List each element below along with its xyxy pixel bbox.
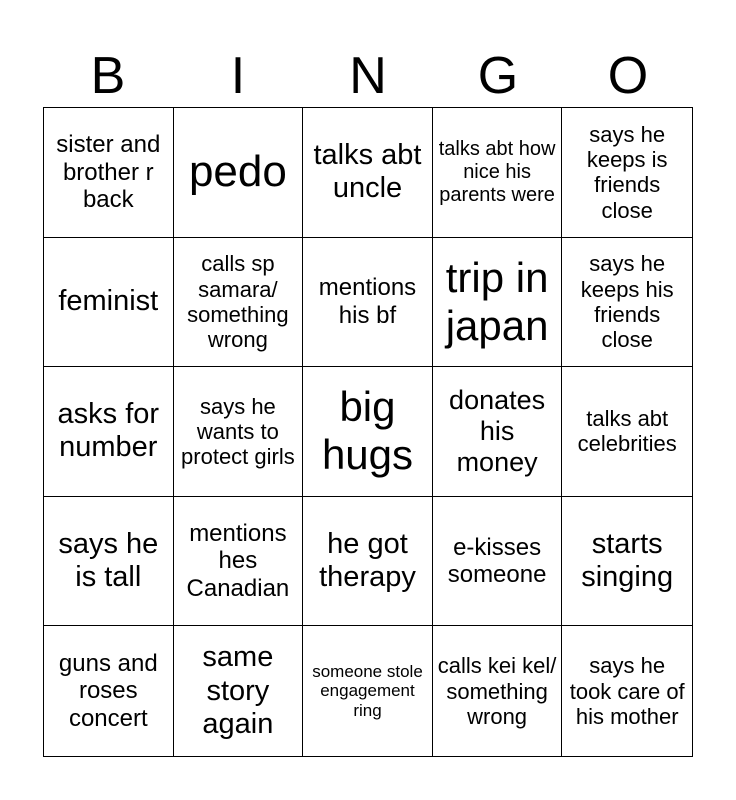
bingo-cell[interactable]: calls kei kel/ something wrong	[433, 626, 563, 756]
bingo-cell[interactable]: trip in japan	[433, 238, 563, 368]
bingo-cell[interactable]: says he took care of his mother	[569, 653, 685, 729]
bingo-cell[interactable]: someone stole engagement ring	[303, 626, 433, 756]
bingo-cell[interactable]: calls sp samara/ something wrong	[174, 238, 304, 368]
header-letter-i: I	[230, 47, 246, 105]
bingo-card	[43, 107, 693, 757]
bingo-cell[interactable]: same story again	[174, 626, 304, 756]
bingo-header	[43, 46, 693, 106]
header-letter-n: N	[349, 47, 387, 105]
bingo-cell[interactable]: asks for number	[44, 367, 174, 497]
bingo-cell[interactable]: big hugs	[303, 367, 433, 497]
bingo-cell[interactable]: says he is tall	[44, 497, 174, 627]
bingo-cell[interactable]: says he keeps his friends close	[562, 238, 692, 368]
header-letter-o: O	[607, 47, 649, 105]
bingo-cell[interactable]: starts singing	[562, 497, 692, 627]
bingo-cell[interactable]: talks abt how nice his parents were	[433, 108, 563, 238]
bingo-cell[interactable]: sister and brother r back	[44, 108, 174, 238]
bingo-cell[interactable]: mentions his bf	[303, 238, 433, 368]
bingo-cell[interactable]: says he keeps is friends close	[562, 108, 692, 238]
bingo-cell[interactable]: talks abt uncle	[303, 108, 433, 238]
bingo-cell[interactable]: e-kisses someone	[433, 497, 563, 627]
bingo-cell[interactable]: he got therapy	[303, 497, 433, 627]
header-letter-b: B	[90, 47, 126, 105]
bingo-cell[interactable]: says he wants to protect girls	[174, 367, 304, 497]
bingo-cell[interactable]: mentions hes Canadian	[174, 497, 304, 627]
bingo-cell[interactable]: feminist	[44, 238, 174, 368]
bingo-cell[interactable]: pedo	[174, 108, 304, 238]
bingo-cell[interactable]: talks abt celebrities	[562, 367, 692, 497]
header-letter-g: G	[477, 47, 519, 105]
bingo-cell[interactable]: donates his money	[433, 367, 563, 497]
bingo-cell[interactable]: guns and roses concert	[44, 626, 174, 756]
